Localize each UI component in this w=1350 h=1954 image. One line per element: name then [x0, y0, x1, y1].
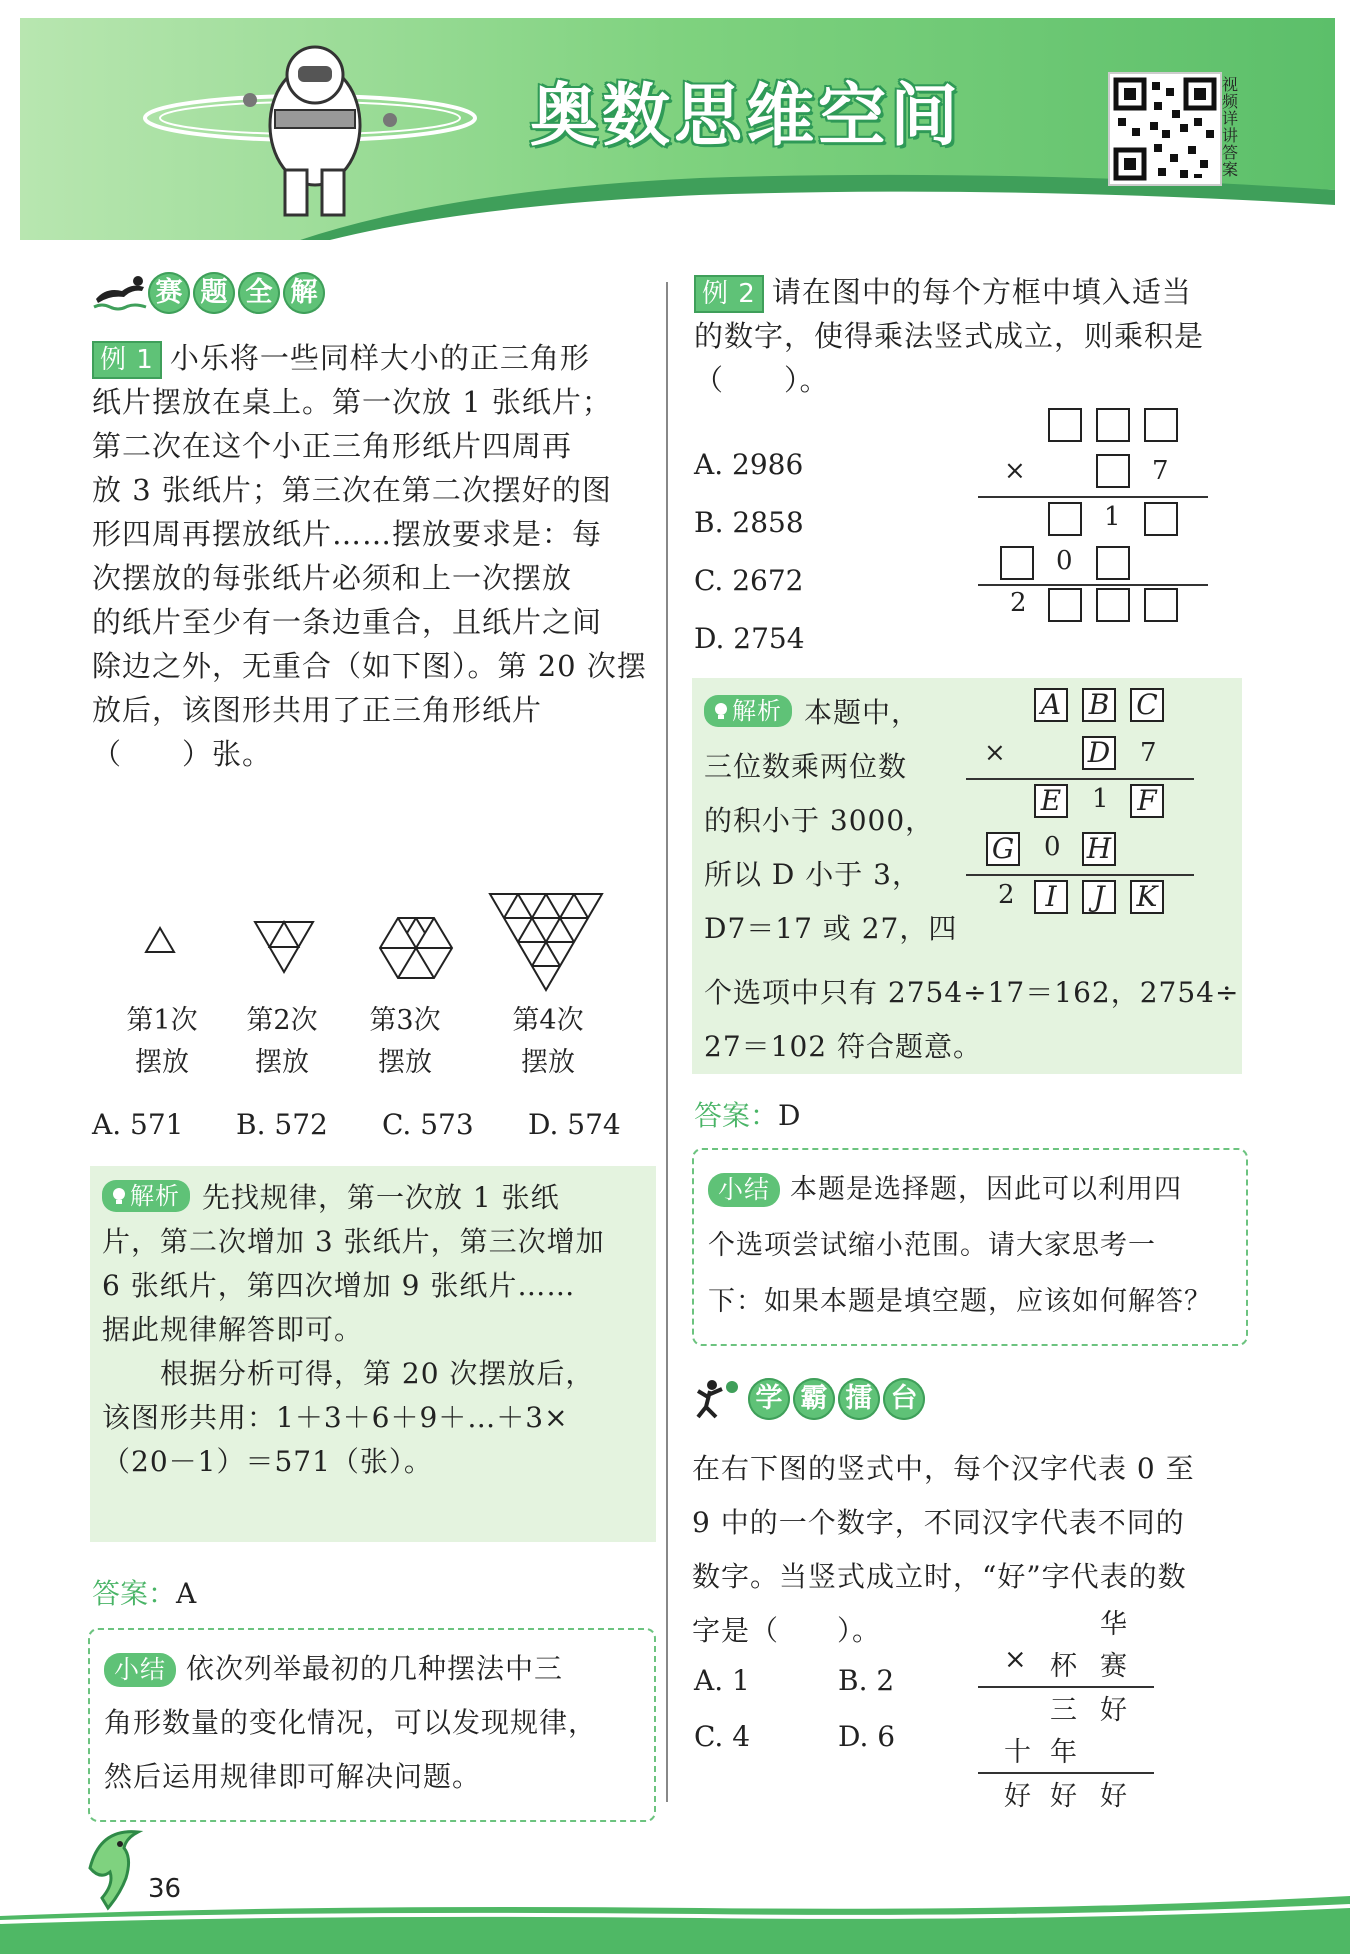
analysis-line: D7＝17 或 27，四	[704, 912, 958, 945]
section-title-char: 解	[283, 272, 325, 314]
analysis-tag: 解析	[102, 1180, 190, 1212]
section-title-char: 全	[238, 272, 280, 314]
volleyball-player-icon	[692, 1379, 748, 1419]
letter-box: A	[1034, 688, 1068, 722]
example2-line: 的数字，使得乘法竖式成立，则乘积是	[694, 319, 1205, 353]
challenge-line: 字是（ ）。	[692, 1614, 882, 1647]
section-title-char: 霸	[793, 1378, 835, 1420]
digit: 1	[1092, 784, 1109, 814]
times-sign: ×	[1004, 456, 1026, 486]
summary-line: 依次列举最初的几种摆法中三	[186, 1652, 564, 1685]
footer-band	[0, 1886, 1350, 1954]
summary-line: 角形数量的变化情况，可以发现规律，	[104, 1706, 598, 1739]
analysis-line: （20－1）＝571（张）。	[102, 1445, 433, 1478]
digit: 0	[1044, 832, 1061, 862]
lightbulb-icon	[108, 1185, 130, 1207]
summary-line: 本题是选择题，因此可以利用四	[790, 1174, 1183, 1205]
letter-box: B	[1082, 688, 1116, 722]
analysis-line: 6 张纸片，第四次增加 9 张纸片……	[102, 1269, 576, 1302]
example2-answer: 答案：D	[694, 1099, 801, 1132]
digit: 7	[1140, 738, 1157, 768]
digit: 7	[1152, 456, 1169, 486]
example1-tag: 例 1	[92, 341, 162, 379]
letter-box: G	[986, 832, 1020, 866]
example1-summary	[104, 1642, 644, 1804]
section-title-char: 赛	[148, 272, 190, 314]
blank-box[interactable]	[1096, 546, 1130, 580]
challenge-option-c[interactable]: C. 4	[694, 1720, 751, 1753]
example2-analysis-left	[704, 686, 964, 956]
challenge-line: 9 中的一个数字，不同汉字代表不同的	[692, 1506, 1185, 1539]
blank-box[interactable]	[1096, 408, 1130, 442]
rule-line	[966, 874, 1194, 876]
example1-line: 第二次在这个小正三角形纸片四周再	[92, 429, 573, 463]
example1-line: 次摆放的每张纸片必须和上一次摆放	[92, 561, 573, 595]
puzzle-char: 杯	[1050, 1651, 1077, 1682]
letter-box: I	[1034, 880, 1068, 914]
swimmer-icon	[92, 273, 148, 313]
analysis-line: 所以 D 小于 3，	[704, 858, 921, 891]
example1-line: 的纸片至少有一条边重合，且纸片之间	[92, 605, 603, 639]
summary-tag: 小结	[708, 1173, 780, 1207]
puzzle-char: 十	[1004, 1737, 1031, 1768]
puzzle-char: 好	[1100, 1695, 1127, 1726]
puzzle-char: 好	[1100, 1781, 1127, 1812]
example1-line: （ ）张。	[92, 737, 273, 771]
example1-answer: 答案：A	[92, 1577, 197, 1610]
example1-line: 放后，该图形共用了正三角形纸片	[92, 693, 543, 727]
example2-option-c[interactable]: C. 2672	[694, 564, 804, 597]
example1-option-b[interactable]: B. 572	[236, 1108, 328, 1141]
letter-box: J	[1082, 880, 1116, 914]
letter-box: F	[1130, 784, 1164, 818]
analysis-line: 个选项中只有 2754÷17＝162，2754÷	[704, 976, 1240, 1009]
example2-tag: 例 2	[694, 275, 764, 313]
analysis-line: 三位数乘两位数	[704, 750, 908, 783]
times-sign: ×	[1004, 1644, 1027, 1675]
letter-box: K	[1130, 880, 1164, 914]
challenge-line: 数字。当竖式成立时，“好”字代表的数	[692, 1560, 1187, 1593]
blank-box[interactable]	[1144, 502, 1178, 536]
example2-option-d[interactable]: D. 2754	[694, 622, 805, 655]
dolphin-icon	[80, 1818, 150, 1914]
analysis-line: 根据分析可得，第 20 次摆放后，	[102, 1357, 595, 1390]
example2-multiplication-puzzle	[970, 404, 1210, 624]
example2-option-a[interactable]: A. 2986	[694, 448, 804, 481]
blank-box[interactable]	[1096, 454, 1130, 488]
summary-line: 然后运用规律即可解决问题。	[104, 1760, 482, 1793]
triangle-figures	[90, 890, 630, 1000]
example1-analysis	[102, 1176, 642, 1484]
page-title: 奥数思维空间	[530, 77, 963, 156]
qr-code-label: 视频详讲答案	[1222, 75, 1239, 179]
section-title-char: 学	[748, 1378, 790, 1420]
times-sign: ×	[984, 738, 1006, 768]
triangle-step4	[490, 894, 602, 990]
example2-line: （ ）。	[694, 363, 830, 397]
digit: 0	[1056, 546, 1073, 576]
blank-box[interactable]	[1048, 408, 1082, 442]
digit: 1	[1104, 502, 1121, 532]
analysis-tag: 解析	[704, 695, 792, 727]
analysis-line: 本题中，	[804, 696, 921, 729]
example1-option-a[interactable]: A. 571	[92, 1108, 184, 1141]
lightbulb-icon	[710, 700, 732, 722]
analysis-line: 该图形共用：1＋3＋6＋9＋…＋3×	[102, 1401, 569, 1434]
qr-code-icon[interactable]	[1108, 72, 1222, 186]
challenge-line: 在右下图的竖式中，每个汉字代表 0 至	[692, 1452, 1195, 1485]
blank-box[interactable]	[1096, 588, 1130, 622]
column-divider	[666, 282, 668, 1802]
letter-box: E	[1034, 784, 1068, 818]
challenge-puzzle	[970, 1602, 1160, 1822]
section-header-challenge	[692, 1378, 928, 1420]
example1-option-c[interactable]: C. 573	[382, 1108, 474, 1141]
section-title-char: 台	[883, 1378, 925, 1420]
analysis-line: 的积小于 3000，	[704, 804, 935, 837]
summary-tag: 小结	[104, 1653, 176, 1687]
summary-line: 个选项尝试缩小范围。请大家思考一	[708, 1230, 1156, 1261]
challenge-option-d[interactable]: D. 6	[838, 1720, 896, 1753]
example1-line: 小乐将一些同样大小的正三角形	[169, 341, 590, 375]
astronaut-illustration	[230, 30, 400, 230]
analysis-line: 先找规律，第一次放 1 张纸	[202, 1181, 560, 1214]
puzzle-char: 年	[1050, 1737, 1077, 1768]
rule-line	[966, 778, 1194, 780]
example2-lettered-puzzle	[962, 688, 1202, 928]
example2-option-b[interactable]: B. 2858	[694, 506, 804, 539]
puzzle-char: 华	[1100, 1609, 1127, 1640]
example2-line: 请在图中的每个方框中填入适当	[771, 275, 1192, 309]
analysis-line: 27＝102 符合题意。	[704, 1030, 982, 1063]
blank-box[interactable]	[1048, 502, 1082, 536]
blank-box[interactable]	[1144, 408, 1178, 442]
summary-line: 下：如果本题是填空题，应该如何解答？	[708, 1286, 1212, 1317]
section-title-char: 擂	[838, 1378, 880, 1420]
blank-box[interactable]	[1048, 588, 1082, 622]
puzzle-char: 好	[1050, 1781, 1077, 1812]
example2-question	[694, 270, 1254, 402]
blank-box[interactable]	[1000, 546, 1034, 580]
example2-summary	[708, 1162, 1244, 1330]
analysis-line: 据此规律解答即可。	[102, 1313, 364, 1346]
rule-line	[978, 584, 1208, 586]
triangle-step3	[380, 918, 452, 978]
blank-box[interactable]	[1144, 588, 1178, 622]
figure-label: 第3次 摆放	[369, 1005, 441, 1078]
example1-option-d[interactable]: D. 574	[528, 1108, 621, 1141]
digit: 2	[1010, 588, 1027, 618]
section-title-char: 题	[193, 272, 235, 314]
example2-analysis-full	[704, 966, 1244, 1074]
digit: 2	[998, 880, 1015, 910]
letter-box: C	[1130, 688, 1164, 722]
figure-label: 第2次 摆放	[246, 1005, 318, 1078]
example1-line: 形四周再摆放纸片……摆放要求是：每	[92, 517, 603, 551]
triangle-step1	[146, 928, 174, 952]
page-number: 36	[148, 1874, 182, 1904]
letter-box: D	[1082, 736, 1116, 770]
example1-line: 纸片摆放在桌上。第一次放 1 张纸片；	[92, 385, 612, 419]
puzzle-char: 三	[1050, 1695, 1077, 1726]
puzzle-char: 赛	[1100, 1651, 1127, 1682]
letter-box: H	[1082, 832, 1116, 866]
example1-line: 放 3 张纸片；第三次在第二次摆好的图	[92, 473, 612, 507]
challenge-option-a[interactable]: A. 1	[694, 1664, 750, 1697]
section-header-competition	[92, 272, 328, 314]
figure-label: 第4次 摆放	[512, 1005, 584, 1078]
analysis-line: 片，第二次增加 3 张纸片，第三次增加	[102, 1225, 605, 1258]
triangle-step2	[255, 922, 313, 972]
figure-label: 第1次 摆放	[126, 1005, 198, 1078]
example1-question	[92, 336, 652, 776]
puzzle-char: 好	[1004, 1781, 1031, 1812]
example1-line: 除边之外，无重合（如下图）。第 20 次摆	[92, 649, 647, 683]
challenge-option-b[interactable]: B. 2	[838, 1664, 895, 1697]
rule-line	[978, 496, 1208, 498]
